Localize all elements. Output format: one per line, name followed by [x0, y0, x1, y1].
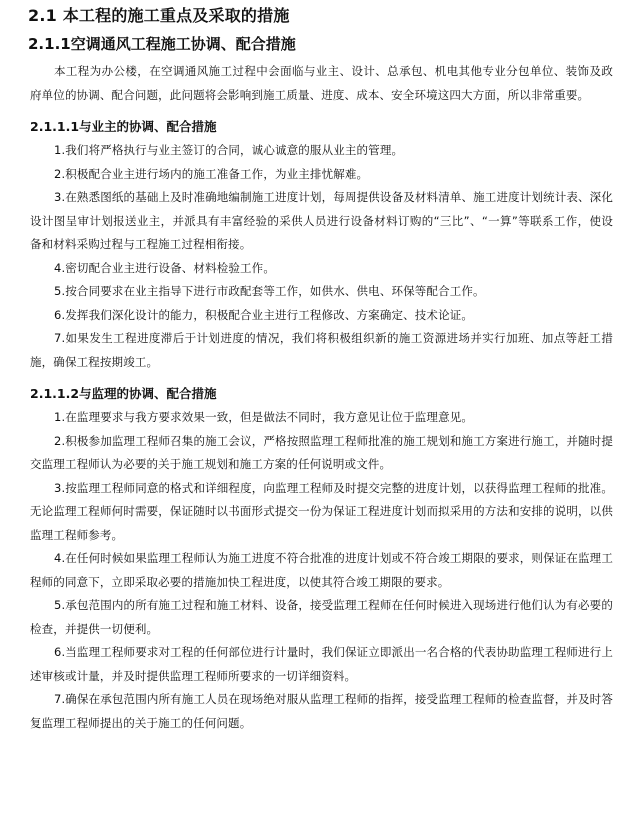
supervisor-coordination-heading: 2.1.1.2与监理的协调、配合措施	[30, 386, 217, 401]
section-title: 2.1 本工程的施工重点及采取的措施	[28, 6, 290, 25]
supervisor-item: 2.积极参加监理工程师召集的施工会议，严格按照监理工程师批准的施工规划和施工方案进行施工，并随时提交监理工程师认为必要的关于施工规划和施工方案的任何说明或文件。	[30, 433, 613, 471]
supervisor-item: 5.承包范围内的所有施工过程和施工材料、设备，接受监理工程师在任何时候进入现场进行他们认为有必要的检查，并提供一切便利。	[30, 598, 613, 636]
owner-item: 2.积极配合业主进行场内的施工准备工作，为业主排忧解难。	[54, 166, 369, 181]
owner-item: 4.密切配合业主进行设备、材料检验工作。	[54, 260, 275, 275]
owner-item: 5.按合同要求在业主指导下进行市政配套等工作，如供水、供电、环保等配合工作。	[54, 284, 485, 298]
owner-item: 7.如果发生工程进度滞后于计划进度的情况，我们将积极组织新的施工资源进场并实行加班、加点等赶工措施，确保工程按期竣工。	[30, 331, 613, 369]
owner-item: 1.我们将严格执行与业主签订的合同，诚心诚意的服从业主的管理。	[54, 143, 404, 157]
owner-item: 6.发挥我们深化设计的能力，积极配合业主进行工程修改、方案确定、技术论证。	[54, 307, 474, 322]
owner-coordination-heading: 2.1.1.1与业主的协调、配合措施	[30, 119, 217, 134]
supervisor-item: 6.当监理工程师要求对工程的任何部位进行计量时，我们保证立即派出一名合格的代表协助监理工程师进行上述审核或计量，并及时提供监理工程师所要求的一切详细资料。	[30, 645, 613, 683]
subsection-title: 2.1.1空调通风工程施工协调、配合措施	[28, 35, 296, 53]
intro-paragraph: 本工程为办公楼，在空调通风施工过程中会面临与业主、设计、总承包、机电其他专业分包单位、装饰及政府单位的协调、配合问题，此问题将会影响到施工质量、进度、成本、安全环境这四大方面，所以非常重要。	[30, 64, 613, 102]
supervisor-item: 4.在任何时候如果监理工程师认为施工进度不符合批准的进度计划或不符合竣工期限的要求，则保证在监理工程师的同意下，立即采取必要的措施加快工程进度，以使其符合竣工期限的要求。	[30, 551, 613, 589]
supervisor-item: 7.确保在承包范围内所有施工人员在现场绝对服从监理工程师的指挥，接受监理工程师的检查监督，并及时答复监理工程师提出的关于施工的任何问题。	[30, 692, 613, 730]
owner-item: 3.在熟悉图纸的基础上及时准确地编制施工进度计划，每周提供设备及材料清单、施工进度计划统计表、深化设计图呈审计划报送业主，并派具有丰富经验的采供人员进行设备材料订购的“三比”、“一算”等联系工作，使设备和材料采购过程与工程施工过程相衔接。	[30, 190, 613, 251]
supervisor-item: 3.按监理工程师同意的格式和详细程度，向监理工程师及时提交完整的进度计划，以获得监理工程师的批准。无论监理工程师何时需要，保证随时以书面形式提交一份为保证工程进度计划而拟采用的方法和安排的说明，以供监理工程师参考。	[30, 480, 613, 542]
supervisor-item: 1.在监理要求与我方要求效果一致，但是做法不同时，我方意见让位于监理意见。	[54, 410, 474, 424]
